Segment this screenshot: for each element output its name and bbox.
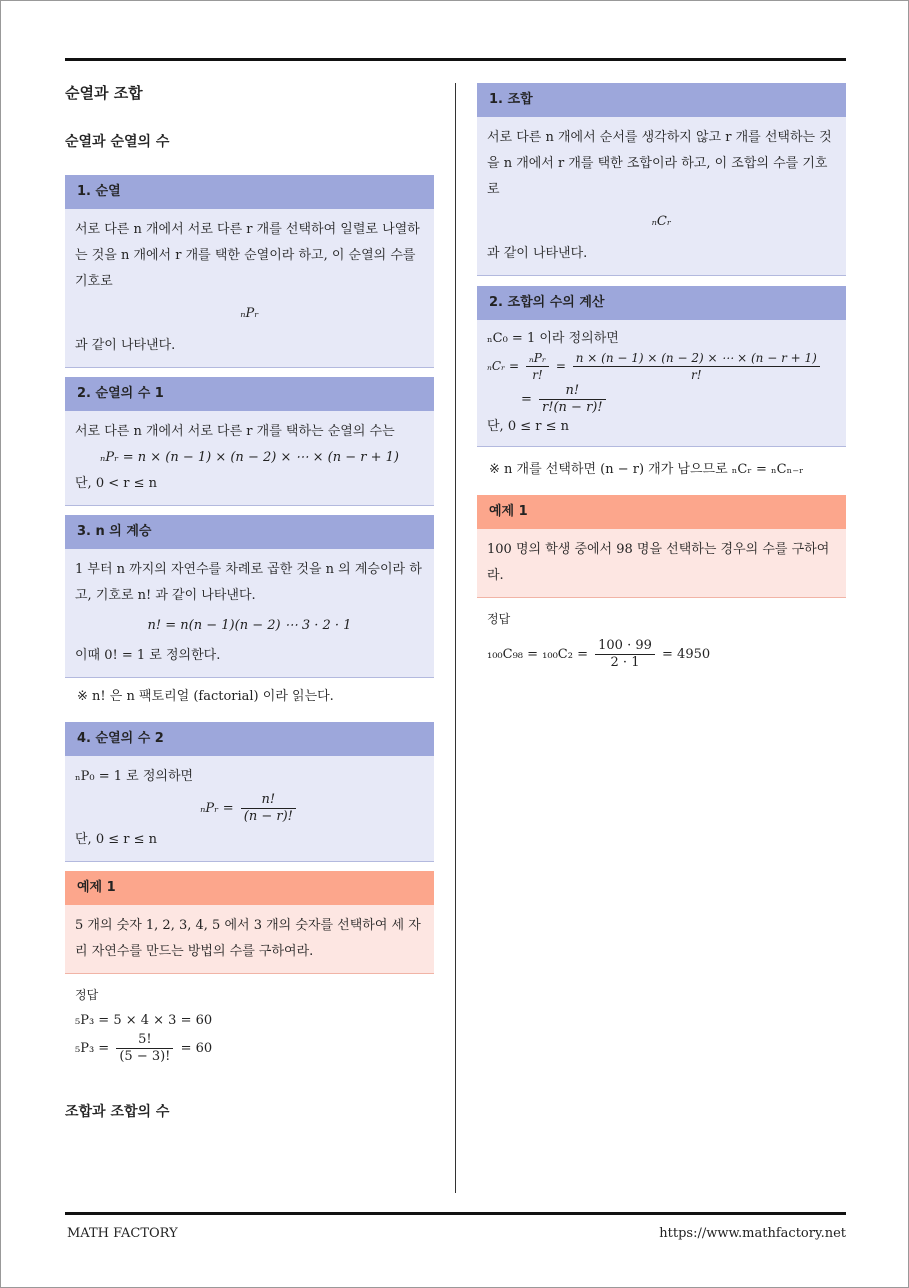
fraction-numerator: n! (539, 383, 606, 400)
section-title: 순열과 순열의 수 (65, 134, 170, 150)
box-body (65, 756, 434, 862)
answer-rhs: = 4950 (662, 647, 711, 662)
answer-block (65, 984, 434, 1065)
fraction-denominator: 2 · 1 (610, 655, 640, 670)
fraction-numerator: n! (241, 792, 296, 809)
example-header: 예제 1 (477, 495, 846, 529)
box-equation: n! = n(n − 1)(n − 2) ⋯ 3 · 2 · 1 (147, 618, 352, 633)
answer-lhs: ₁₀₀C₉₈ = ₁₀₀C₂ = (487, 647, 588, 662)
box-equation: ₙPᵣ = n × (n − 1) × (n − 2) × ⋯ × (n − r + 1) (100, 450, 399, 465)
box-header: 2. 순열의 수 1 (65, 377, 434, 411)
box-tail: 단, 0 ≤ r ≤ n (487, 419, 569, 434)
box-permutation-count-2 (65, 722, 434, 862)
fraction-denominator: r! (691, 368, 702, 382)
box-text: ₙC₀ = 1 이라 정의하면 (487, 331, 619, 346)
example-text: 100 명의 학생 중에서 98 명을 선택하는 경우의 수를 구하여라. (487, 542, 830, 583)
box-text: ₙP₀ = 1 로 정의하면 (75, 769, 194, 784)
fraction-numerator: 100 · 99 (595, 638, 655, 655)
fraction-numerator: n × (n − 1) × (n − 2) × ⋯ × (n − r + 1) (573, 350, 820, 367)
box-permutation-count-1 (65, 377, 434, 506)
eq-fraction-2 (573, 350, 820, 383)
answer-rhs: = 60 (180, 1041, 213, 1056)
answer-lhs: ₅P₃ = (75, 1041, 110, 1056)
fraction-denominator: (5 − 3)! (119, 1049, 171, 1064)
eq-lhs: ₙCᵣ = (487, 359, 520, 373)
fraction-numerator: 5! (116, 1032, 173, 1049)
bottom-rule (65, 1212, 846, 1215)
top-rule (65, 58, 846, 61)
box-body (477, 117, 846, 276)
box-text: 서로 다른 n 개에서 순서를 생각하지 않고 r 개를 선택하는 것을 n 개에서 r 개를 택한 조합이라 하고, 이 조합의 수를 기호로 (487, 130, 832, 197)
eq-fraction-1 (526, 350, 549, 383)
example-box (65, 871, 434, 974)
answer-line-1: ₅P₃ = 5 × 4 × 3 = 60 (75, 1013, 213, 1028)
box-tail: 과 같이 나타낸다. (487, 246, 588, 261)
box-permutation (65, 175, 434, 368)
answer-block (477, 608, 846, 671)
footer-brand: MATH FACTORY (67, 1226, 178, 1241)
box-factorial (65, 515, 434, 678)
box-header: 1. 조합 (477, 83, 846, 117)
example-text: 5 개의 숫자 1, 2, 3, 4, 5 에서 3 개의 숫자를 선택하여 세 자리 자연수를 만드는 방법의 수를 구하여라. (75, 918, 421, 959)
box-text: 서로 다른 n 개에서 서로 다른 r 개를 선택하여 일렬로 나열하는 것을 n 개에서 r 개를 택한 순열이라 하고, 이 순열의 수를 기호로 (75, 222, 420, 289)
footer-url[interactable]: https://www.mathfactory.net (659, 1226, 846, 1241)
factorial-note: ※ n! 은 n 팩토리얼 (factorial) 이라 읽는다. (77, 689, 334, 704)
eq-fraction-3 (539, 383, 606, 416)
box-equation: ₙCᵣ (651, 214, 672, 229)
answer-fraction (116, 1032, 173, 1065)
answer-fraction (595, 638, 655, 671)
box-body (65, 411, 434, 506)
box-text: 서로 다른 n 개에서 서로 다른 r 개를 택하는 순열의 수는 (75, 424, 395, 439)
right-column (477, 83, 846, 671)
example-header: 예제 1 (65, 871, 434, 905)
box-equation-2: = $\frac{n!}{r!(n - r)!}$ (487, 383, 836, 416)
box-body (65, 549, 434, 678)
box-tail: 단, 0 ≤ r ≤ n (75, 832, 157, 847)
answer-line-2 (75, 1032, 424, 1065)
box-equation (75, 792, 424, 825)
box-tail: 이때 0! = 1 로 정의한다. (75, 648, 221, 663)
column-divider (455, 83, 456, 1193)
box-header: 3. n 의 계승 (65, 515, 434, 549)
box-equation-1: ₙCᵣ = $\frac{\text{ₙPᵣ}}{r!}$ = $\frac{n \times (n - 1) \times (n - 2) \times \cdots \times (n - r + 1)}{r!}$ (487, 350, 836, 383)
example-box (477, 495, 846, 598)
fraction-numerator: ₙPᵣ (526, 350, 549, 367)
box-tail: 과 같이 나타낸다. (75, 338, 176, 353)
answer-line (487, 638, 836, 671)
fraction-denominator: r!(n − r)! (542, 400, 603, 415)
box-combination (477, 83, 846, 276)
box-header: 1. 순열 (65, 175, 434, 209)
box-header: 4. 순열의 수 2 (65, 722, 434, 756)
example-body (477, 529, 846, 598)
combination-section-title: 조합과 조합의 수 (65, 1104, 170, 1120)
example-body (65, 905, 434, 974)
box-body (65, 209, 434, 368)
answer-label: 정답 (75, 988, 99, 1002)
fraction-denominator: r! (532, 368, 543, 382)
box-body (477, 320, 846, 447)
answer-label: 정답 (487, 612, 511, 626)
box-combination-count (477, 286, 846, 447)
eq-lhs: ₙPᵣ = (200, 801, 234, 816)
box-tail: 단, 0 < r ≤ n (75, 476, 157, 491)
box-header: 2. 조합의 수의 계산 (477, 286, 846, 320)
eq-fraction (241, 792, 296, 825)
box-text: 1 부터 n 까지의 자연수를 차례로 곱한 것을 n 의 계승이라 하고, 기호로 n! 과 같이 나타낸다. (75, 562, 422, 603)
box-equation: ₙPᵣ (240, 306, 259, 321)
fraction-denominator: (n − r)! (243, 809, 293, 824)
page-title: 순열과 조합 (65, 84, 143, 102)
left-column (65, 80, 434, 1123)
combination-note: ※ n 개를 선택하면 (n − r) 개가 남으므로 ₙCᵣ = ₙCₙ₋ᵣ (489, 462, 804, 477)
